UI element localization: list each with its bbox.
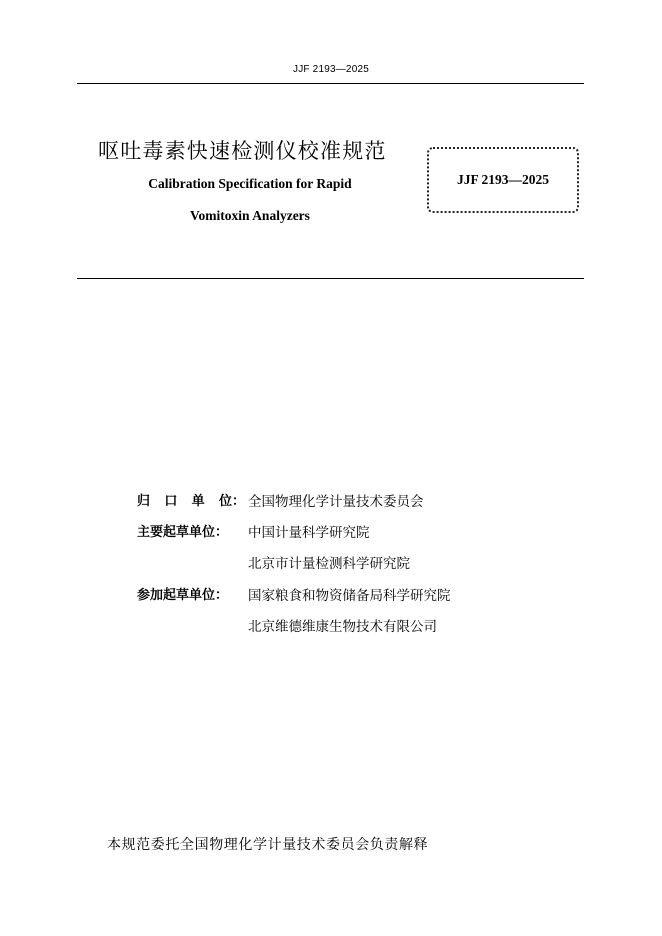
participating-drafting-unit-value-1: 国家粮食和物资储备局科学研究院 bbox=[248, 588, 451, 604]
responsible-unit-label-chars bbox=[137, 490, 232, 509]
label-char: 单 bbox=[191, 494, 205, 509]
header-document-code: JJF 2193—2025 bbox=[293, 64, 369, 75]
title-english-line-1: Calibration Specification for Rapid bbox=[148, 176, 352, 191]
main-drafting-unit-label: 主要起草单位： bbox=[137, 525, 229, 540]
code-box-text: JJF 2193—2025 bbox=[456, 172, 550, 187]
participating-drafting-unit-value-2: 北京维德维康生物技术有限公司 bbox=[248, 619, 437, 635]
main-drafting-unit-value-1: 中国计量科学研究院 bbox=[248, 525, 370, 541]
label-char: 归 bbox=[137, 494, 151, 509]
title-chinese: 呕吐毒素快速检测仪校准规范 bbox=[98, 139, 387, 163]
label-char: 位 bbox=[218, 494, 232, 509]
label-char: 口 bbox=[164, 494, 178, 509]
main-drafting-unit-value-2: 北京市计量检测科学研究院 bbox=[248, 556, 410, 572]
middle-divider bbox=[77, 278, 584, 279]
top-divider bbox=[77, 83, 584, 84]
label-colon: ： bbox=[231, 494, 245, 509]
footer-interpretation-note: 本规范委托全国物理化学计量技术委员会负责解释 bbox=[107, 837, 429, 853]
participating-drafting-unit-label: 参加起草单位： bbox=[137, 588, 229, 603]
title-english-line-2: Vomitoxin Analyzers bbox=[190, 208, 310, 223]
responsible-unit-label bbox=[137, 490, 245, 509]
responsible-unit-value: 全国物理化学计量技术委员会 bbox=[248, 494, 424, 510]
